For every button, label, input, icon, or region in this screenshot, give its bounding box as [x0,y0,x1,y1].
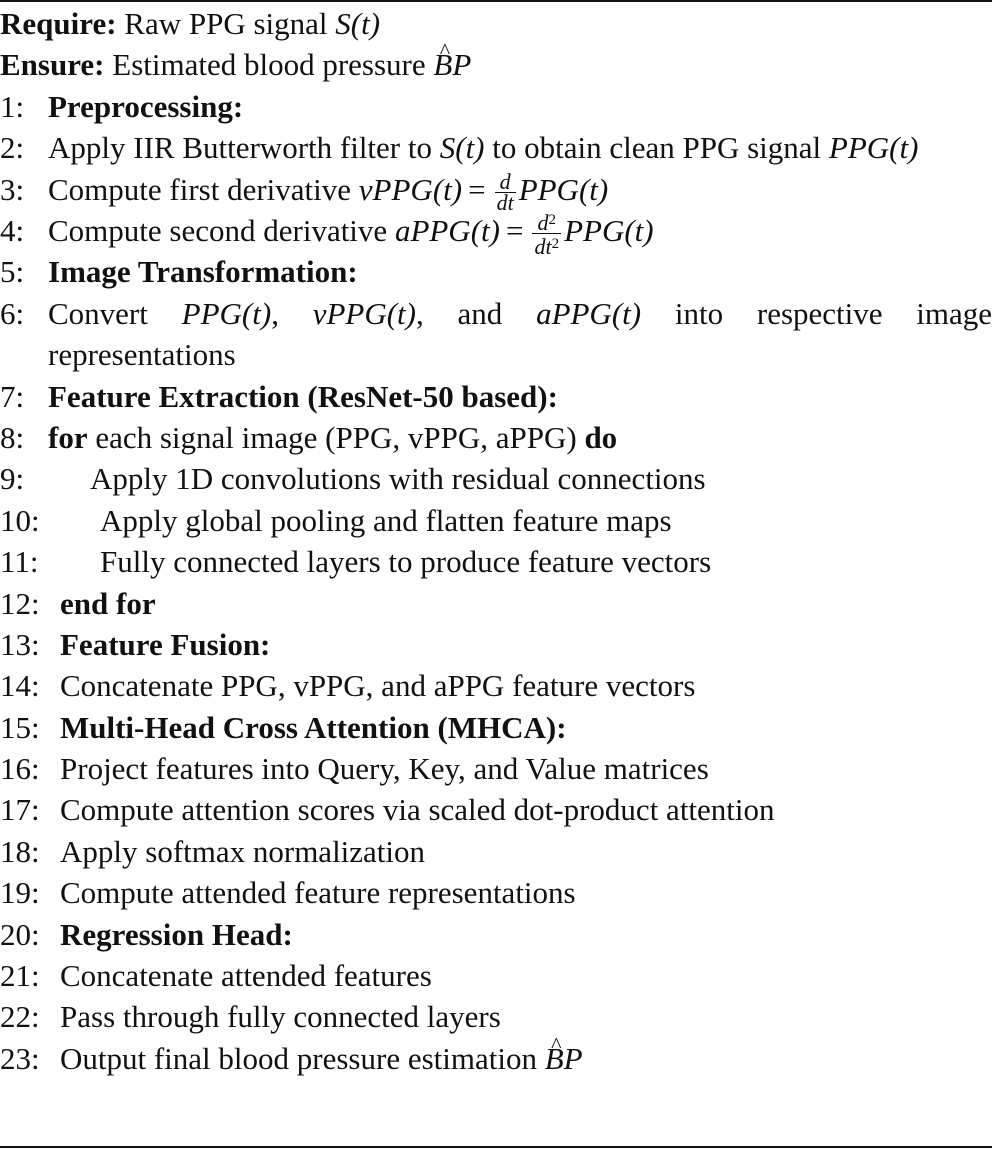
step-text-a: Output final blood pressure estimation [60,1040,537,1076]
require-label: Require: [0,6,117,41]
step-number: 15: [0,709,40,745]
step-number: 19: [0,875,40,911]
step-text-a: Compute first derivative [48,171,352,207]
step-text [0,293,992,376]
step-number: 20: [0,916,40,952]
ensure-label: Ensure: [0,47,105,83]
step-heading: Regression Head: [60,916,293,952]
step-23 [0,1038,992,1079]
step-number: 21: [0,958,40,994]
step-math-lhs: vPPG(t) [358,171,463,207]
step-text-a: each signal image (PPG, vPPG, aPPG) [95,419,577,455]
step-16 [0,748,992,789]
denominator-base: dt [534,234,552,260]
step-15 [0,707,992,748]
step-text: Compute attention scores via scaled dot-product attention [60,792,775,828]
algorithm-lines [0,3,992,1079]
step-text-a: Compute second derivative [48,212,388,248]
step-heading: Image Transformation: [48,254,358,290]
step-11 [0,541,992,582]
equals-sign: = [468,171,486,207]
step-text [0,127,992,168]
step-text-b: to obtain clean PPG signal [492,130,822,166]
separator-b: , and [416,295,503,331]
step-21 [0,955,992,996]
step-2 [0,127,992,168]
derivative-fraction [495,168,516,215]
ensure-text: Estimated blood pressure [112,47,426,83]
step-text: Apply global pooling and flatten feature maps [100,502,672,538]
bottom-rule [0,1146,992,1148]
ensure-math [433,47,471,82]
step-number: 1: [0,88,25,124]
step-number: 17: [0,792,40,828]
step-heading: Feature Fusion: [60,626,271,662]
step-number: 22: [0,999,40,1035]
numerator-exponent: 2 [548,212,557,229]
top-rule [0,0,992,2]
step-text-a: Apply IIR Butterworth filter to [48,130,432,166]
step-text: Concatenate attended features [60,958,432,994]
step-number: 3: [0,171,25,207]
step-math-rhs: PPG(t) [518,171,609,207]
step-number: 6: [0,295,25,331]
fraction-numerator: d [495,172,516,193]
step-number: 10: [0,502,40,538]
step-17 [0,789,992,830]
step-heading: Preprocessing: [48,88,244,124]
ensure-math-p: P [452,47,472,83]
step-number: 11: [0,544,39,580]
step-math-lhs: aPPG(t) [394,212,500,248]
derivative-fraction [532,210,561,260]
step-number: 7: [0,378,25,414]
step-6 [0,293,992,376]
denominator-exponent: 2 [551,236,560,253]
step-number: 16: [0,751,40,787]
step-text: Apply 1D convolutions with residual connections [90,461,706,497]
math-p: P [563,1040,583,1076]
equals-sign: = [505,212,524,248]
step-math-c: aPPG(t) [536,295,642,331]
keyword-end-for: end for [60,585,156,621]
step-19 [0,872,992,913]
step-heading: Multi-Head Cross Attention (MHCA): [60,709,567,745]
step-1 [0,86,992,127]
step-number: 5: [0,254,25,290]
step-text: Pass through fully connected layers [60,999,501,1035]
fraction-numerator [532,210,561,234]
step-number: 8: [0,419,25,455]
step-math-b: PPG(t) [828,130,919,166]
ensure-math-b: ^ B [433,44,452,85]
step-text [0,210,992,260]
step-math-a: PPG(t) [181,295,272,331]
step-math-rhs: PPG(t) [564,212,654,248]
step-9 [0,458,992,499]
step-text: Fully connected layers to produce feature vectors [100,544,712,580]
require-line [0,3,992,44]
require-math: S(t) [335,6,381,41]
step-12 [0,583,992,624]
step-text [0,169,992,213]
step-text [0,417,992,458]
step-math-a: S(t) [439,130,485,166]
separator-a: , [271,295,279,331]
step-text-b: into respective image representations [48,295,992,373]
step-3 [0,168,992,215]
math-b: ^ B [545,1038,564,1079]
step-22 [0,996,992,1037]
step-number: 2: [0,130,25,166]
step-heading: Feature Extraction (ResNet-50 based): [48,378,558,414]
step-5 [0,251,992,292]
ensure-line [0,44,992,85]
step-14 [0,665,992,706]
step-7 [0,376,992,417]
step-number: 12: [0,585,40,621]
step-number: 23: [0,1040,40,1076]
step-text: Concatenate PPG, vPPG, and aPPG feature vectors [60,668,696,704]
step-text [0,1038,992,1079]
step-number: 4: [0,212,25,248]
keyword-do: do [584,419,618,455]
step-20 [0,914,992,955]
step-text: Apply softmax normalization [60,833,426,869]
step-text: Project features into Query, Key, and Value matrices [60,751,709,787]
step-10 [0,500,992,541]
step-18 [0,831,992,872]
step-4 [0,210,992,260]
step-8 [0,417,992,458]
step-number: 9: [0,461,25,497]
step-13 [0,624,992,665]
step-text-a: Convert [48,295,148,331]
bp-hat-math [545,1041,583,1076]
step-text: Compute attended feature representations [60,875,576,911]
keyword-for: for [48,419,88,455]
require-text: Raw PPG signal [124,6,328,41]
step-number: 13: [0,626,40,662]
step-math-b: vPPG(t) [312,295,416,331]
fraction-denominator: dt [496,189,514,215]
numerator-base: d [537,210,549,236]
step-number: 18: [0,833,40,869]
step-number: 14: [0,668,40,704]
